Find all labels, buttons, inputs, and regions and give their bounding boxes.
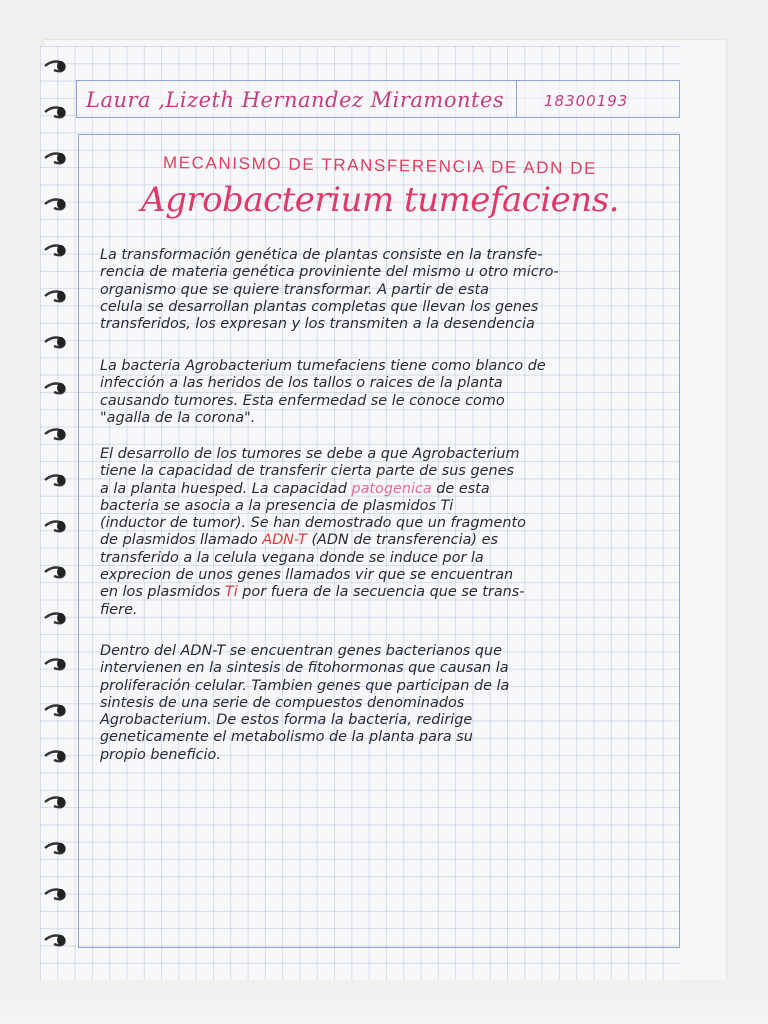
spiral-binding-ring-icon bbox=[44, 932, 70, 948]
spiral-binding-ring-icon bbox=[44, 242, 70, 258]
spiral-binding-ring-icon bbox=[44, 150, 70, 166]
spiral-binding-ring-icon bbox=[44, 656, 70, 672]
text-segment: de esta bbox=[436, 480, 490, 497]
spiral-binding-ring-icon bbox=[44, 794, 70, 810]
highlighted-term-adn-t: ADN-T bbox=[262, 532, 307, 549]
text-line: infección a las heridos de los tallos o raices de la planta bbox=[100, 375, 503, 392]
spiral-binding-ring-icon bbox=[44, 380, 70, 396]
paragraph-4 bbox=[100, 643, 680, 764]
text-line: La transformación genética de plantas consiste en la transfe- bbox=[100, 247, 543, 263]
text-segment: en los plasmidos bbox=[100, 584, 221, 601]
text-line: propio beneficio. bbox=[100, 746, 221, 763]
text-line: Dentro del ADN-T se encuentran genes bacterianos que bbox=[100, 643, 502, 659]
text-line: transferidos, los expresan y los transmiten a la desendencia bbox=[100, 316, 535, 333]
spiral-binding-ring-icon bbox=[44, 886, 70, 902]
spiral-binding-ring-icon bbox=[44, 426, 70, 442]
spiral-binding-ring-icon bbox=[44, 748, 70, 764]
text-line bbox=[100, 481, 680, 498]
spiral-binding-ring-icon bbox=[44, 196, 70, 212]
paragraph-3 bbox=[100, 446, 680, 619]
spiral-binding-ring-icon bbox=[44, 610, 70, 626]
spiral-binding-ring-icon bbox=[44, 288, 70, 304]
text-line: transferido a la celula vegana donde se induce por la bbox=[100, 549, 484, 566]
spiral-binding-ring-icon bbox=[44, 104, 70, 120]
author-name: Laura ,Lizeth Hernandez Miramontes bbox=[86, 88, 505, 112]
student-id: 18300193 bbox=[544, 92, 629, 110]
spiral-binding-ring-icon bbox=[44, 58, 70, 74]
text-line: rencia de materia genética proviniente del mismo u otro micro- bbox=[100, 264, 559, 281]
text-segment: por fuera de la secuencia que se trans- bbox=[242, 584, 525, 601]
page-bottom-shadow bbox=[0, 980, 768, 1024]
title-line-2: Agrobacterium tumefaciens. bbox=[141, 180, 619, 220]
text-segment: de plasmidos llamado bbox=[100, 532, 258, 549]
paragraph-1 bbox=[100, 247, 680, 333]
spiral-binding-ring-icon bbox=[44, 518, 70, 534]
text-line: La bacteria Agrobacterium tumefaciens tiene como blanco de bbox=[100, 358, 546, 374]
spiral-binding-ring-icon bbox=[44, 334, 70, 350]
text-line: organismo que se quiere transformar. A partir de esta bbox=[100, 281, 489, 298]
text-line: bacteria se asocia a la presencia de plasmidos Ti bbox=[100, 497, 454, 514]
highlighted-term-ti: Ti bbox=[224, 584, 238, 601]
text-segment: (ADN de transferencia) es bbox=[311, 532, 498, 549]
text-line: (inductor de tumor). Se han demostrado que un fragmento bbox=[100, 515, 526, 532]
spiral-binding-ring-icon bbox=[44, 702, 70, 718]
text-line: tiene la capacidad de transferir cierta parte de sus genes bbox=[100, 463, 514, 480]
text-line: sintesis de una serie de compuestos denominados bbox=[100, 694, 465, 711]
text-line: fiere. bbox=[100, 601, 138, 618]
text-line bbox=[100, 532, 680, 549]
spiral-binding-ring-icon bbox=[44, 564, 70, 580]
text-line: proliferación celular. Tambien genes que participan de la bbox=[100, 677, 510, 694]
title-line-1: MECANISMO DE TRANSFERENCIA DE ADN DE bbox=[162, 152, 598, 179]
paragraph-2 bbox=[100, 358, 680, 427]
text-segment: a la planta huesped. La capacidad bbox=[100, 480, 347, 497]
text-line: Agrobacterium. De estos forma la bacteria, redirige bbox=[100, 712, 473, 729]
text-line: exprecion de unos genes llamados vir que se encuentran bbox=[100, 567, 514, 584]
spiral-binding-ring-icon bbox=[44, 472, 70, 488]
text-line: El desarrollo de los tumores se debe a que Agrobacterium bbox=[100, 446, 520, 462]
text-line bbox=[100, 584, 680, 601]
text-line: celula se desarrollan plantas completas que llevan los genes bbox=[100, 298, 539, 315]
text-line: intervienen en la sintesis de fitohormonas que causan la bbox=[100, 660, 509, 677]
header-divider bbox=[516, 80, 517, 118]
text-line: causando tumores. Esta enfermedad se le conoce como bbox=[100, 392, 505, 409]
spiral-binding-ring-icon bbox=[44, 840, 70, 856]
text-line: "agalla de la corona". bbox=[100, 409, 256, 426]
highlighted-term-patogenica: patogenica bbox=[351, 480, 432, 497]
text-line: geneticamente el metabolismo de la planta para su bbox=[100, 729, 473, 746]
